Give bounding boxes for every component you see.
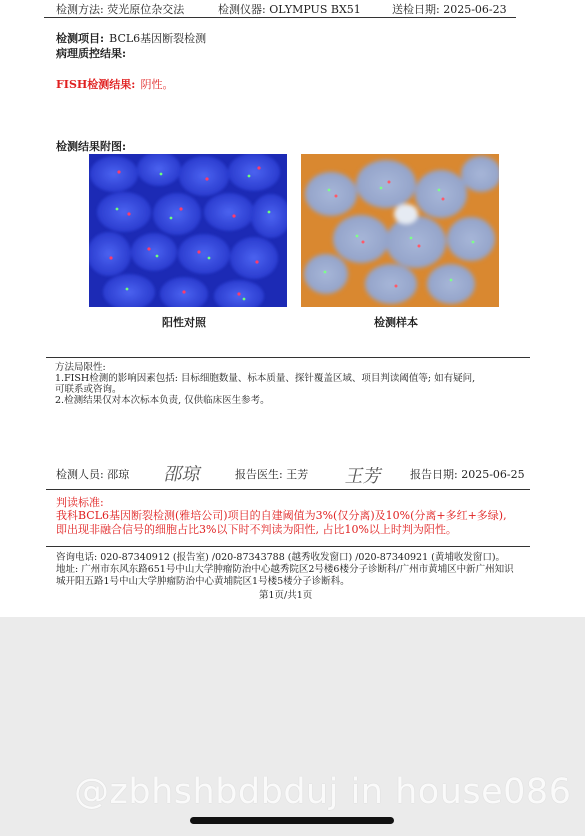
send-date-text: 送检日期: 2025-06-23 <box>392 3 507 16</box>
sample-image <box>301 154 499 307</box>
limitations-line-1: 1.FISH检测的影响因素包括: 目标细胞数量、标本质量、探针覆盖区域、项目判读阈值等; 如有疑问, <box>55 373 476 384</box>
criteria-line-1: 我科BCL6基因断裂检测(雅培公司)项目的自建阈值为3%(仅分离)及10%(分离+多红+多绿), <box>56 509 507 522</box>
criteria-title: 判读标准: <box>56 496 104 509</box>
tester-text: 检测人员: 邵琼 <box>56 468 130 481</box>
instrument-text: 检测仪器: OLYMPUS BX51 <box>218 3 361 16</box>
item-value: BCL6基因断裂检测 <box>109 32 207 45</box>
limitations-line-3: 2.检测结果仅对本次标本负责, 仅供临床医生参考。 <box>55 395 270 406</box>
doctor-text: 报告医生: 王芳 <box>235 468 309 481</box>
contact-phone: 咨询电话: 020-87340912 (报告室) /020-87343788 (越秀收发窗口) /020-87340921 (黄埔收发窗口)。 <box>56 552 506 563</box>
fish-label: FISH检测结果: <box>56 78 136 91</box>
page-number: 第1页/共1页 <box>259 590 313 601</box>
doctor-signature: 王芳 <box>343 466 384 487</box>
limitations-top-divider <box>46 357 530 358</box>
figure-title: 检测结果附图: <box>56 140 127 153</box>
criteria-divider <box>46 546 530 547</box>
positive-control-image <box>89 154 287 307</box>
header-divider <box>44 17 516 18</box>
home-indicator[interactable] <box>190 817 394 824</box>
contact-address-2: 城开阳五路1号中山大学肿瘤防治中心黄埔院区1号楼5楼分子诊断科。 <box>56 576 350 587</box>
report-date-text: 报告日期: 2025-06-25 <box>410 468 525 481</box>
fish-value: 阴性。 <box>140 78 174 91</box>
criteria-line-2: 即出现非融合信号的细胞占比3%以下时不判读为阳性, 占比10%以上时判为阳性。 <box>56 523 457 536</box>
pathology-qc-label: 病理质控结果: <box>56 47 127 60</box>
limitations-line-2: 可联系或咨询。 <box>55 384 122 395</box>
item-label: 检测项目: <box>56 32 105 45</box>
positive-control-caption: 阳性对照 <box>162 316 206 329</box>
fish-result-row <box>56 73 173 92</box>
contact-address-1: 地址: 广州市东风东路651号中山大学肿瘤防治中心越秀院区2号楼6楼分子诊断科/广州市黄埔区中新广州知识 <box>56 564 514 575</box>
limitations-title: 方法局限性: <box>55 362 106 373</box>
sample-caption: 检测样本 <box>374 316 418 329</box>
signoff-divider <box>46 489 530 490</box>
method-text: 检测方法: 荧光原位杂交法 <box>56 3 185 16</box>
watermark: @zbhshbdbduj in house086 <box>74 772 572 812</box>
tester-signature: 邵琼 <box>162 464 203 485</box>
item-row <box>56 27 206 46</box>
